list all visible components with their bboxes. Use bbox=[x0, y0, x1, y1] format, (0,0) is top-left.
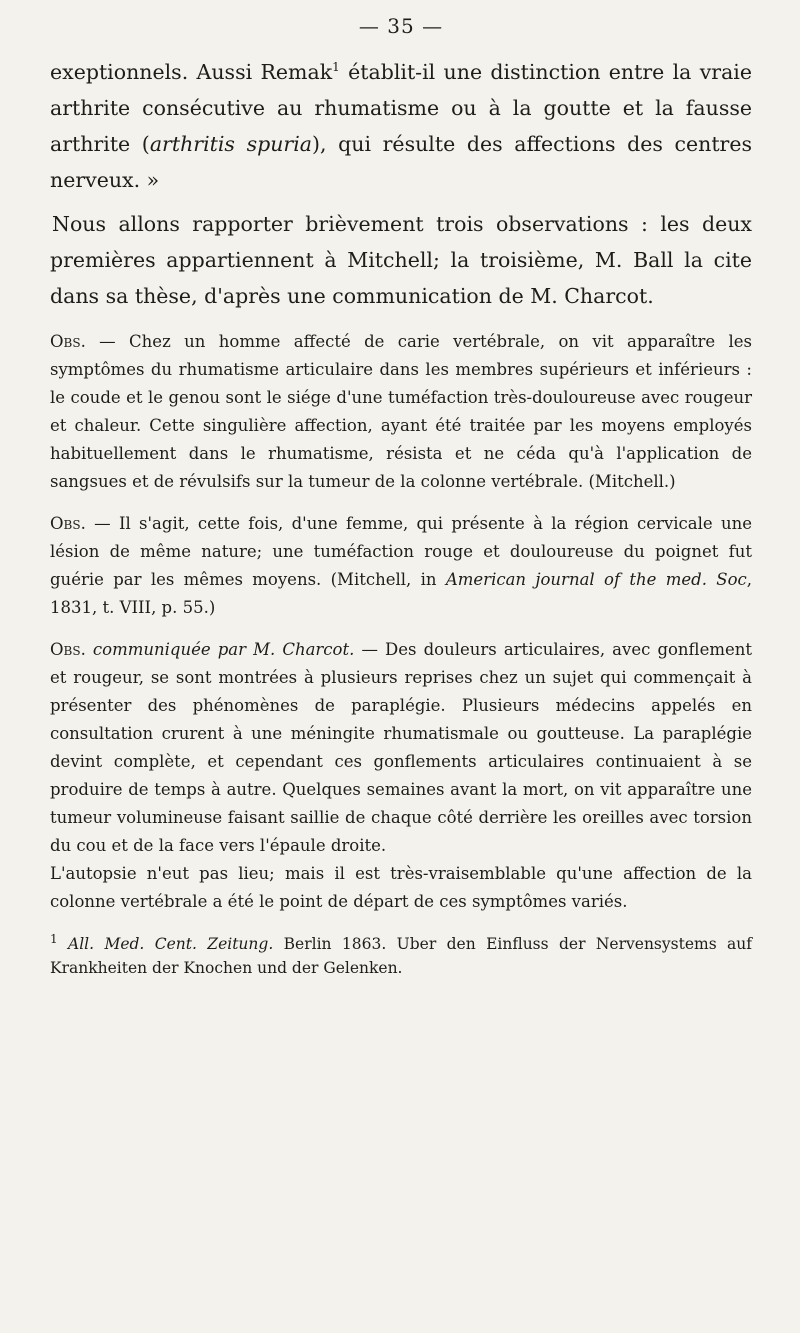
page-number: — 35 — bbox=[358, 14, 444, 38]
observation-2 bbox=[50, 510, 752, 622]
intro-text-1: exeptionnels. Aussi Remak bbox=[50, 60, 333, 84]
obs-text-tail: , 1831, t. VIII, p. 55.) bbox=[50, 570, 753, 617]
footnote bbox=[50, 932, 752, 980]
intro-text-3: ), qui résulte des affections des centres nerveux. » bbox=[50, 132, 753, 192]
obs-attribution: communiquée par M. Charcot. bbox=[85, 640, 355, 659]
intro-italic: arthritis spuria bbox=[149, 132, 312, 156]
footnote-text: Berlin 1863. Uber den Einfluss der Nervensystems auf Krankheiten der Knochen und der Gelenken. bbox=[50, 935, 752, 977]
obs-text: — Des douleurs articulaires, avec gonflement et rougeur, se sont montrées à plusieurs reprises chez un sujet qui commençait à présenter des phénomènes de paraplégie. Plusieurs médecins appelés en consultation crurent à une méningite rhumatismale ou goutteuse. La paraplégie devint complète, et cependant ces gonflements articulaires continuaient à se produire de temps à autre. Quelques semaines avant la mort, on vit apparaître une tumeur volumineuse faisant saillie de chaque côté derrière les oreilles avec torsion du cou et de la face vers l'épaule droite. bbox=[50, 640, 752, 855]
footnote-mark: 1 bbox=[50, 931, 58, 946]
footnote-source: All. Med. Cent. Zeitung. bbox=[57, 935, 274, 953]
intro-text-2: établit-il une distinction entre la vraie arthrite consécutive au rhumatisme ou à la goutte et la fausse arthrite ( bbox=[50, 60, 752, 156]
observation-3 bbox=[50, 636, 752, 860]
footnote-reference[interactable]: 1 bbox=[332, 60, 340, 75]
obs-label: Obs. bbox=[50, 332, 86, 351]
obs-text: — Il s'agit, cette fois, d'une femme, qui présente à la région cervicale une lésion de même nature; une tuméfaction rouge et douloureuse du poignet fut guérie par les mêmes moyens. (Mitchell, in bbox=[50, 514, 752, 589]
obs-label: Obs. bbox=[50, 640, 86, 659]
announcement-paragraph: Nous allons rapporter brièvement trois observations : les deux premières appartiennent à Mitchell; la troisième, M. Ball la cite dans sa thèse, d'après une communication de M. Charcot. bbox=[50, 212, 752, 308]
journal-title: American journal of the med. Soc bbox=[445, 570, 747, 589]
obs-label: Obs. bbox=[50, 514, 86, 533]
observation-3-continued: L'autopsie n'eut pas lieu; mais il est très-vraisemblable qu'une affection de la colonne vertébrale a été le point de départ de ces symptômes variés. bbox=[50, 864, 752, 911]
intro-paragraph bbox=[50, 54, 752, 198]
observation-1 bbox=[50, 328, 752, 496]
obs-text: — Chez un homme affecté de carie vertébrale, on vit apparaître les symptômes du rhumatisme articulaire dans les membres supérieurs et inférieurs : le coude et le genou sont le siége d'une tuméfaction très-douloureuse avec rougeur et chaleur. Cette singulière affection, ayant été traitée par les moyens employés habituellement dans le rhumatisme, résista et ne céda qu'à l'application de sangsues et de révulsifs sur la tumeur de la colonne vertébrale. (Mitchell.) bbox=[50, 332, 752, 491]
